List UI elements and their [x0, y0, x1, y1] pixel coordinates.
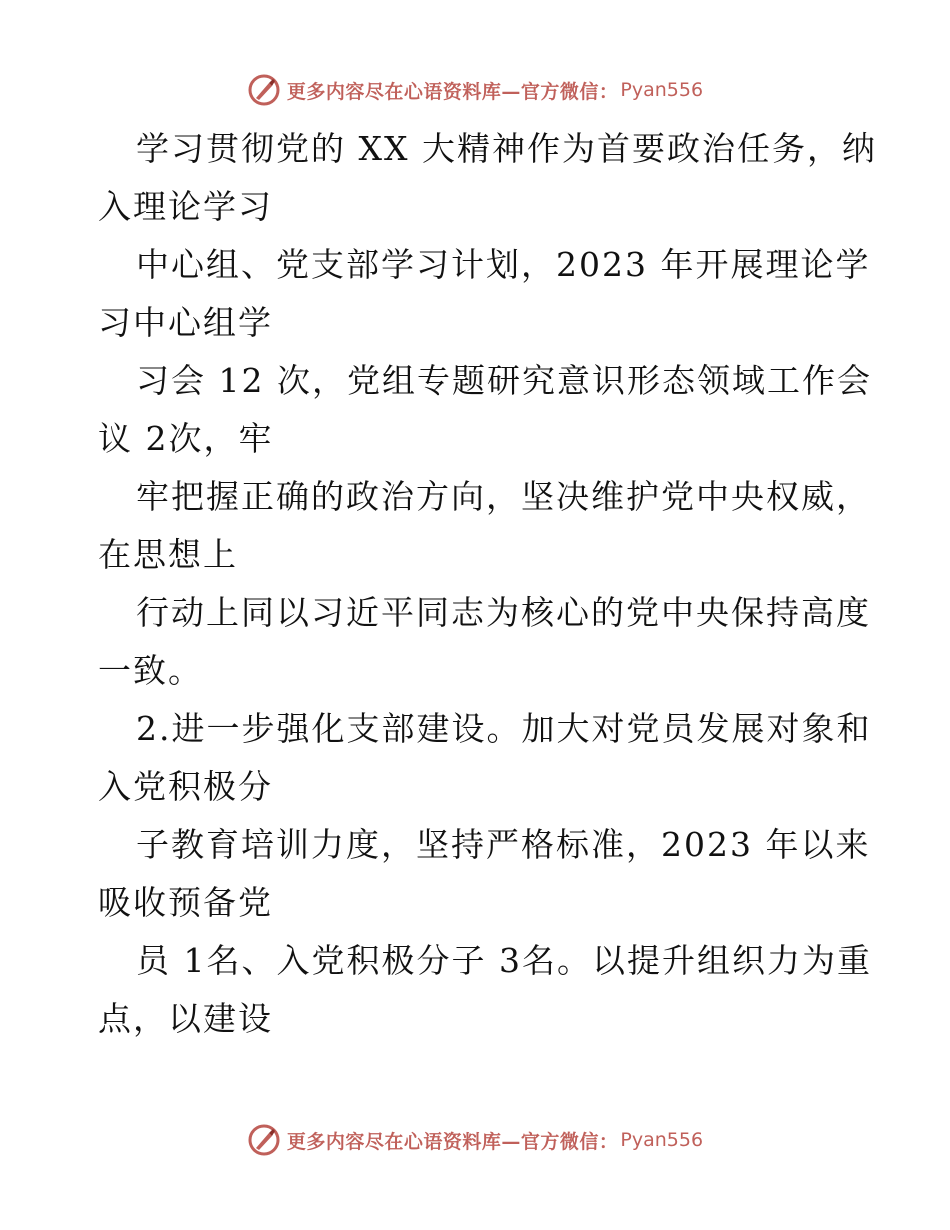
text-line: 议 2次，牢 — [98, 419, 274, 458]
text-line: 入党积极分 — [98, 767, 273, 806]
document-body — [98, 120, 877, 1048]
text-line: 在思想上 — [98, 535, 238, 574]
banner-wechat-id: Pyan556 — [620, 1129, 704, 1151]
text-line: 中心组、党支部学习计划，2023 年开展理论学 — [136, 245, 871, 284]
banner-text: 更多内容尽在心语资料库—官方微信： — [286, 1130, 619, 1153]
header-banner — [0, 70, 950, 110]
text-line: 习会 12 次，党组专题研究意识形态领域工作会 — [136, 361, 872, 400]
banner-text: 更多内容尽在心语资料库—官方微信： — [286, 80, 619, 103]
text-line: 牢把握正确的政治方向，坚决维护党中央权威， — [136, 477, 871, 516]
text-line: 点，以建设 — [98, 999, 273, 1038]
pen-logo-icon — [247, 73, 281, 107]
banner-wechat-id: Pyan556 — [620, 79, 704, 101]
text-line: 员 1名、入党积极分子 3名。以提升组织力为重 — [136, 941, 872, 980]
text-line: 吸收预备党 — [98, 883, 273, 922]
pen-logo-icon — [247, 1123, 281, 1157]
text-line: 习中心组学 — [98, 303, 273, 342]
text-line: 2.进一步强化支部建设。加大对党员发展对象和 — [136, 709, 872, 748]
text-line: 学习贯彻党的 XX 大精神作为首要政治任务，纳 — [136, 129, 877, 168]
text-line: 子教育培训力度，坚持严格标准，2023 年以来 — [136, 825, 871, 864]
text-line: 行动上同以习近平同志为核心的党中央保持高度 — [136, 593, 871, 632]
text-line: 入理论学习 — [98, 187, 273, 226]
text-line: 一致。 — [98, 651, 203, 690]
footer-banner — [0, 1120, 950, 1160]
